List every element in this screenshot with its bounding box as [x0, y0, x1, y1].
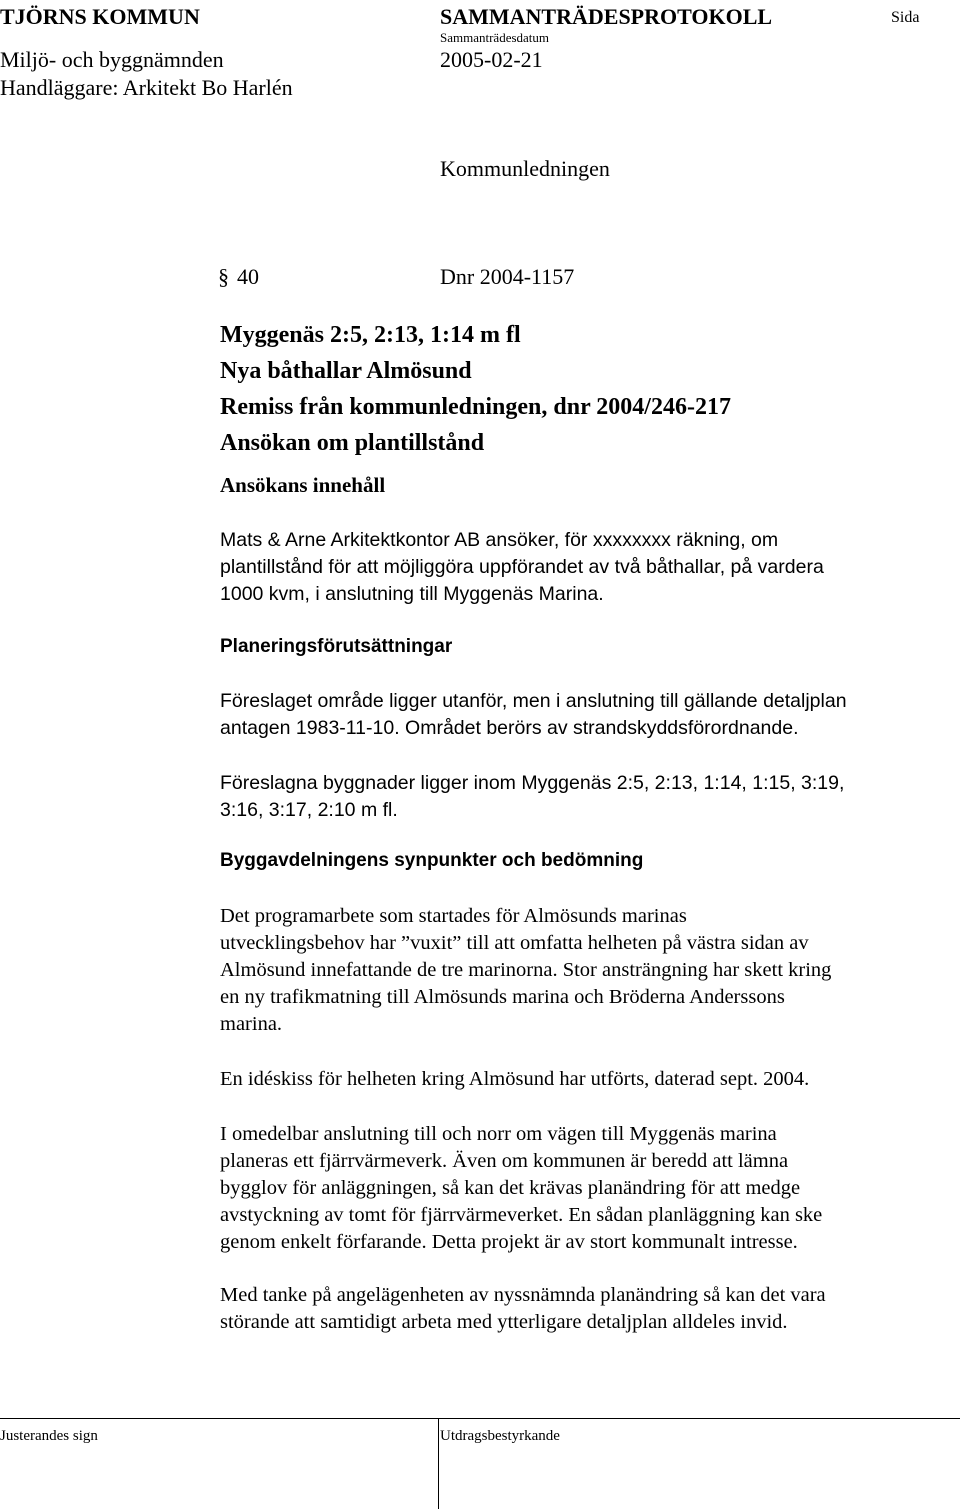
- footer-divider: [0, 1418, 960, 1419]
- recipient: Kommunledningen: [440, 156, 610, 181]
- text-line: En idéskiss för helheten kring Almösund har utförts, daterad sept. 2004.: [220, 1068, 810, 1090]
- organization-name: TJÖRNS KOMMUN: [0, 4, 200, 29]
- text-line: Föreslaget område ligger utanför, men i anslutning till gällande detaljplan: [220, 690, 847, 712]
- assessment-paragraph-3: [220, 1121, 822, 1256]
- page-label: Sida: [891, 9, 920, 26]
- text-line: bygglov för anläggningen, så kan det krävas planändring för att medge: [220, 1177, 801, 1199]
- planning-paragraph-1: [220, 688, 847, 742]
- title-line: Nya båthallar Almösund: [220, 358, 472, 384]
- text-line: Almösund innefattande de tre marinorna. Stor ansträngning har skett kring: [220, 959, 832, 981]
- diary-number: Dnr 2004-1157: [440, 264, 575, 289]
- text-line: marina.: [220, 1013, 283, 1035]
- text-line: planeras ett fjärrvärmeverk. Även om kommunen är beredd att lämna: [220, 1150, 789, 1172]
- assessment-paragraph-1: [220, 903, 831, 1038]
- footer-column-divider: [438, 1419, 439, 1509]
- text-line: avstyckning av tomt för fjärrvärmeverket. En sådan planläggning kan ske: [220, 1204, 823, 1226]
- text-line: I omedelbar anslutning till och norr om vägen till Myggenäs marina: [220, 1123, 777, 1145]
- title-line: Ansökan om plantillstånd: [220, 430, 485, 456]
- text-line: Mats & Arne Arkitektkontor AB ansöker, för xxxxxxxx räkning, om: [220, 529, 779, 551]
- text-line: en ny trafikmatning till Almösunds marina och Bröderna Anderssons: [220, 986, 785, 1008]
- text-line: 1000 kvm, i anslutning till Myggenäs Marina.: [220, 583, 604, 605]
- handler: Handläggare: Arkitekt Bo Harlén: [0, 75, 293, 100]
- footer-certification-label: Utdragsbestyrkande: [440, 1428, 560, 1444]
- text-line: Med tanke på angelägenheten av nyssnämnda planändring så kan det vara: [220, 1284, 826, 1306]
- assessment-paragraph-2: [220, 1066, 809, 1093]
- protocol-title: SAMMANTRÄDESPROTOKOLL: [440, 4, 773, 29]
- text-line: Föreslagna byggnader ligger inom Myggenäs 2:5, 2:13, 1:14, 1:15, 3:19,: [220, 772, 845, 794]
- committee-name: Miljö- och byggnämnden: [0, 47, 224, 72]
- assessment-paragraph-4: [220, 1282, 826, 1336]
- title-line: Myggenäs 2:5, 2:13, 1:14 m fl: [220, 322, 521, 348]
- item-number: 40: [237, 264, 259, 289]
- meeting-date: 2005-02-21: [440, 47, 543, 72]
- section-sign: §: [218, 264, 229, 289]
- title-line: Remiss från kommunledningen, dnr 2004/246-217: [220, 394, 731, 420]
- planning-heading: Planeringsförutsättningar: [220, 636, 453, 657]
- text-line: störande att samtidigt arbeta med ytterligare detaljplan alldeles invid.: [220, 1311, 788, 1333]
- text-line: plantillstånd för att möjliggöra uppförandet av två båthallar, på vardera: [220, 556, 824, 578]
- application-paragraph: [220, 527, 824, 608]
- text-line: 3:16, 3:17, 2:10 m fl.: [220, 799, 398, 821]
- assessment-heading: Byggavdelningens synpunkter och bedömning: [220, 850, 644, 871]
- meeting-date-label: Sammanträdesdatum: [440, 30, 550, 45]
- text-line: antagen 1983-11-10. Området berörs av strandskyddsförordnande.: [220, 717, 799, 739]
- text-line: genom enkelt förfarande. Detta projekt är av stort kommunalt intresse.: [220, 1231, 798, 1253]
- text-line: Det programarbete som startades för Almösunds marinas: [220, 905, 687, 927]
- application-heading: Ansökans innehåll: [220, 473, 386, 497]
- item-titles: [220, 317, 731, 461]
- planning-paragraph-2: [220, 770, 844, 824]
- text-line: utvecklingsbehov har ”vuxit” till att omfatta helheten på västra sidan av: [220, 932, 809, 954]
- footer-signature-label: Justerandes sign: [0, 1428, 98, 1444]
